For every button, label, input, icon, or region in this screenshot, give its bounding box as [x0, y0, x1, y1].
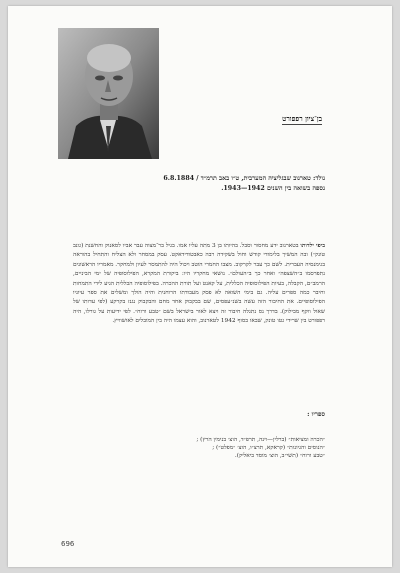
document-page	[8, 6, 392, 567]
works-list	[73, 436, 325, 461]
biography-lead: ביפי ילדותו	[300, 243, 325, 249]
biographical-meta	[75, 174, 325, 194]
list-item: ״הכרה ומציאות״ (ברלין—וינה, תרפ״ד, הוצ׳ בנימין הרץ) ;	[196, 437, 325, 443]
list-item: ״טבע ורוח״ (תשי״ב, הוצ׳ מוסד ביאליק).	[234, 453, 325, 460]
birth-line: נולד: טארנוב שבגליציה המערבית, ט״ו באב תרמ״ד / 6.8.1884	[163, 175, 325, 182]
biography-paragraph	[73, 242, 325, 327]
biography-text: בטארנוב ידע מחסור וסבל. בהיותו בן 3 מתה עליו אמו. בגיל בר־מצוה עבר אביו לסאנוק והחשנת (גונב טונק״) ובה המשיך בלימודי קודש וחול בשקידה רבה כאבטודידאקט. עסק במסחר ולא הצליח והתחיל בהוראה בגימנסיה העברית. לשם כך עבר לקרקוב. מצבו החמרי הוטב ויכול היה להתמסר לעיון ולמחקר. מאמריו הראשונים נתפרסמו ב״השצפה״ ואחר כך ב״העולם״. נושאי מחקריו היו: ביקורת המקרא, הפילוסופיה של ימי הביניים, הרמב״ם, הקבלה, בעיות הפילוסופיה הכללית, על קאנט ועל תורת ההכרה. בפילוסופיה הכללית הגיע לידי התמחות וחיבר כמה ספרים עליה. גם בימי השואה לא פסק מעבודתו הרוחנית והיה הולך ומשלים את ספר עיוניו הפילוסופיים. את החיבור הזה עשה בשנ״עפסים, שם בבקבוק אחד מחם והבקבוק נגנז בקרקע (לפי עדותו של שאול ווקף מבילוק). בדרך נס נתגלה חיבור זה ויצא לאור בישראל בשם ״טבע ורוח״. לפי ידיעות על גורלו, היה רפפורט בין שרידי גטו טונק, שבאו בסוף 1942 לטארנוב, והוא עצמו היה בין המובלים לאושוויץ.	[73, 243, 325, 325]
page-number: 696	[61, 540, 75, 548]
death-line: נספה בשואה בין השנים 1942—1943.	[221, 185, 325, 192]
subject-name: בן־ציון רפפורט	[282, 114, 322, 123]
works-heading: ספריו :	[307, 411, 325, 418]
list-item: ״הנוסים והגיונות״ (קראקא, תרצ״ו, הוצ׳ ״מפלט״) ;	[212, 445, 325, 452]
portrait-photo	[58, 28, 159, 159]
portrait-figure	[58, 28, 159, 159]
